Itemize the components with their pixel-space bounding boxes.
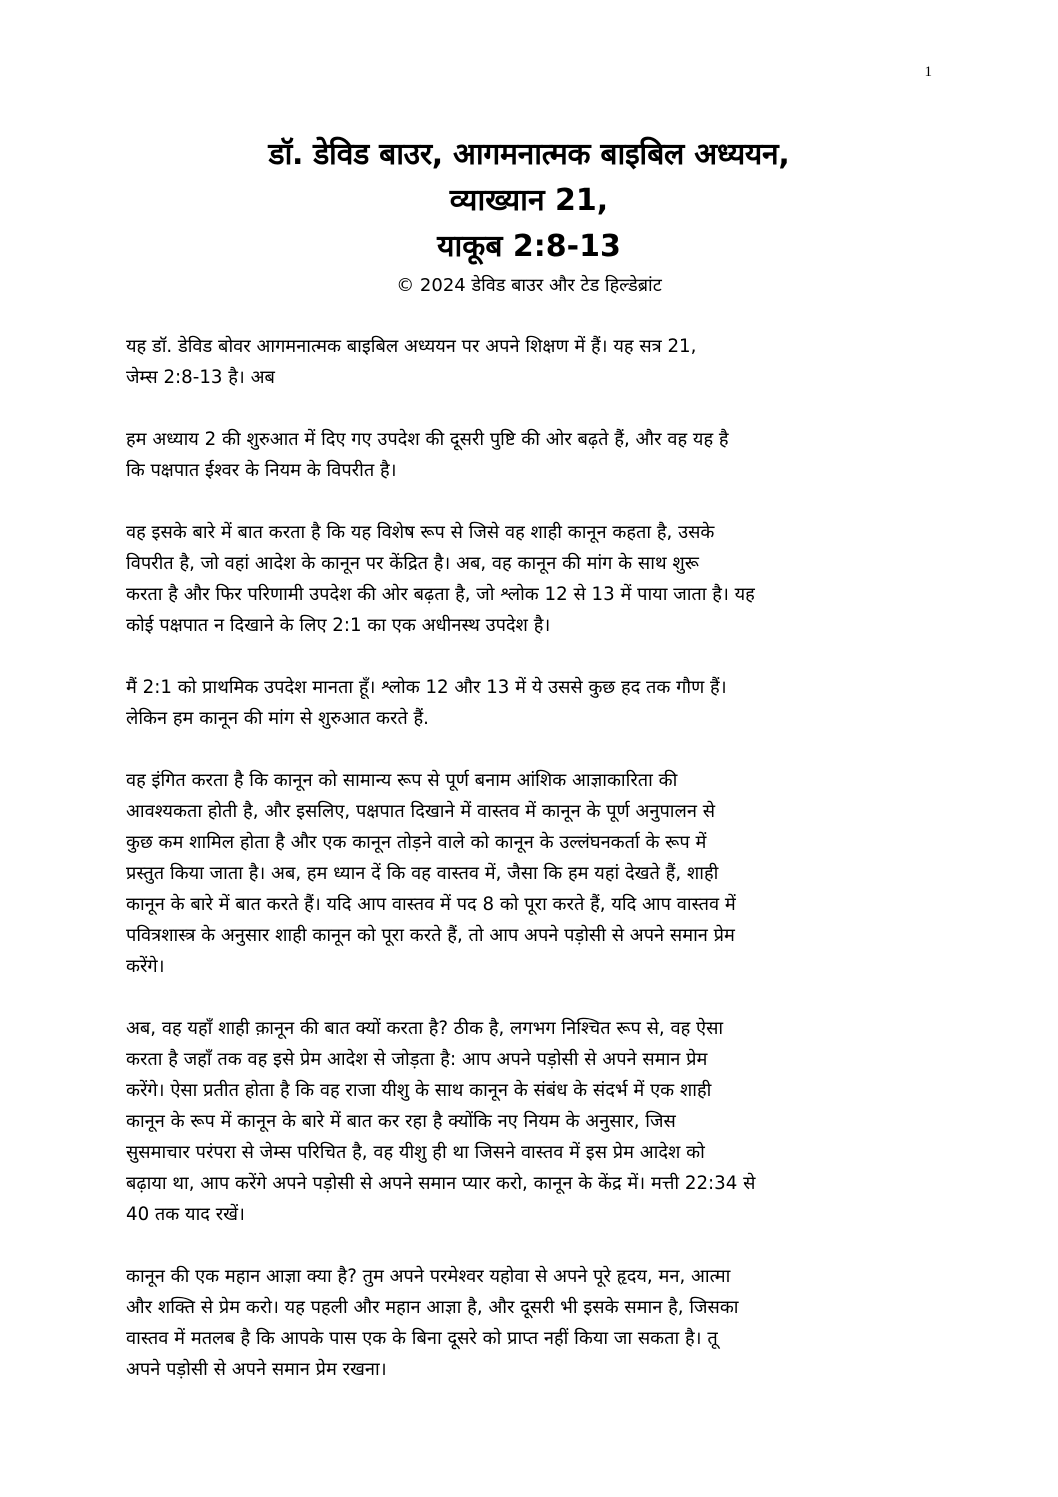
paragraph-3 [126, 517, 906, 641]
document-title-line-2: व्याख्यान 21, [449, 183, 609, 218]
text-line: करेंगे। ऐसा प्रतीत होता है कि वह राजा यीशु के साथ कानून के संबंध के संदर्भ में एक शाही [126, 1080, 712, 1101]
text-line: बढ़ाया था, आप करेंगे अपने पड़ोसी से अपने समान प्यार करो, कानून के केंद्र में। मत्ती 22:34 से [126, 1173, 756, 1194]
text-line: आवश्यकता होती है, और इसलिए, पक्षपात दिखाने में वास्तव में कानून के पूर्ण अनुपालन से [126, 801, 716, 822]
text-line: सुसमाचार परंपरा से जेम्स परिचित है, वह यीशु ही था जिसने वास्तव में इस प्रेम आदेश को [126, 1142, 705, 1163]
text-line: वास्तव में मतलब है कि आपके पास एक के बिना दूसरे को प्राप्त नहीं किया जा सकता है। तू [126, 1328, 718, 1349]
paragraph-1 [126, 331, 906, 393]
text-line: अपने पड़ोसी से अपने समान प्रेम रखना। [126, 1359, 387, 1380]
document-body [126, 331, 906, 1416]
document-title-line-1: डॉ. डेविड बाउर, आगमनात्मक बाइबिल अध्ययन, [268, 137, 790, 172]
text-line: मैं 2:1 को प्राथमिक उपदेश मानता हूँ। श्लोक 12 और 13 में ये उससे कुछ हद तक गौण हैं। [126, 677, 727, 698]
text-line: पवित्रशास्त्र के अनुसार शाही कानून को पूरा करते हैं, तो आप अपने पड़ोसी से अपने समान प्रेम [126, 925, 735, 946]
text-line: करता है जहाँ तक वह इसे प्रेम आदेश से जोड़ता है: आप अपने पड़ोसी से अपने समान प्रेम [126, 1049, 708, 1070]
text-line: करेंगे। [126, 956, 165, 977]
text-line: कानून की एक महान आज्ञा क्या है? तुम अपने परमेश्वर यहोवा से अपने पूरे हृदय, मन, आत्मा [126, 1266, 731, 1287]
text-line: वह इसके बारे में बात करता है कि यह विशेष रूप से जिसे वह शाही कानून कहता है, उसके [126, 522, 715, 543]
paragraph-2 [126, 424, 906, 486]
paragraph-7 [126, 1261, 906, 1385]
text-line: करता है और फिर परिणामी उपदेश की ओर बढ़ता है, जो श्लोक 12 से 13 में पाया जाता है। यह [126, 584, 755, 605]
text-line: कोई पक्षपात न दिखाने के लिए 2:1 का एक अधीनस्थ उपदेश है। [126, 615, 551, 636]
copyright-notice: © 2024 डेविड बाउर और टेड हिल्डेब्रांट [396, 275, 662, 296]
paragraph-5 [126, 765, 906, 982]
text-line: जेम्स 2:8-13 है। अब [126, 367, 275, 388]
text-line: कि पक्षपात ईश्वर के नियम के विपरीत है। [126, 460, 397, 481]
text-line: वह इंगित करता है कि कानून को सामान्य रूप से पूर्ण बनाम आंशिक आज्ञाकारिता की [126, 770, 678, 791]
text-line: यह डॉ. डेविड बोवर आगमनात्मक बाइबिल अध्ययन पर अपने शिक्षण में हैं। यह सत्र 21, [126, 336, 697, 357]
text-line: हम अध्याय 2 की शुरुआत में दिए गए उपदेश की दूसरी पुष्टि की ओर बढ़ते हैं, और वह यह है [126, 429, 729, 450]
page-number: 1 [924, 64, 932, 80]
text-line: लेकिन हम कानून की मांग से शुरुआत करते हैं. [126, 708, 429, 729]
text-line: कानून के बारे में बात करते हैं। यदि आप वास्तव में पद 8 को पूरा करते हैं, यदि आप वास्तव में [126, 894, 736, 915]
text-line: कानून के रूप में कानून के बारे में बात कर रहा है क्योंकि नए नियम के अनुसार, जिस [126, 1111, 676, 1132]
text-line: कुछ कम शामिल होता है और एक कानून तोड़ने वाले को कानून के उल्लंघनकर्ता के रूप में [126, 832, 707, 853]
text-line: 40 तक याद रखें। [126, 1204, 245, 1225]
text-line: विपरीत है, जो वहां आदेश के कानून पर केंद्रित है। अब, वह कानून की मांग के साथ शुरू [126, 553, 699, 574]
document-header [0, 132, 1058, 300]
paragraph-4 [126, 672, 906, 734]
text-line: प्रस्तुत किया जाता है। अब, हम ध्यान दें कि वह वास्तव में, जैसा कि हम यहां देखते हैं, शाही [126, 863, 719, 884]
document-title-line-3: याकूब 2:8-13 [437, 229, 621, 264]
text-line: और शक्ति से प्रेम करो। यह पहली और महान आज्ञा है, और दूसरी भी इसके समान है, जिसका [126, 1297, 739, 1318]
paragraph-6 [126, 1013, 906, 1230]
text-line: अब, वह यहाँ शाही क़ानून की बात क्यों करता है? ठीक है, लगभग निश्चित रूप से, वह ऐसा [126, 1018, 724, 1039]
